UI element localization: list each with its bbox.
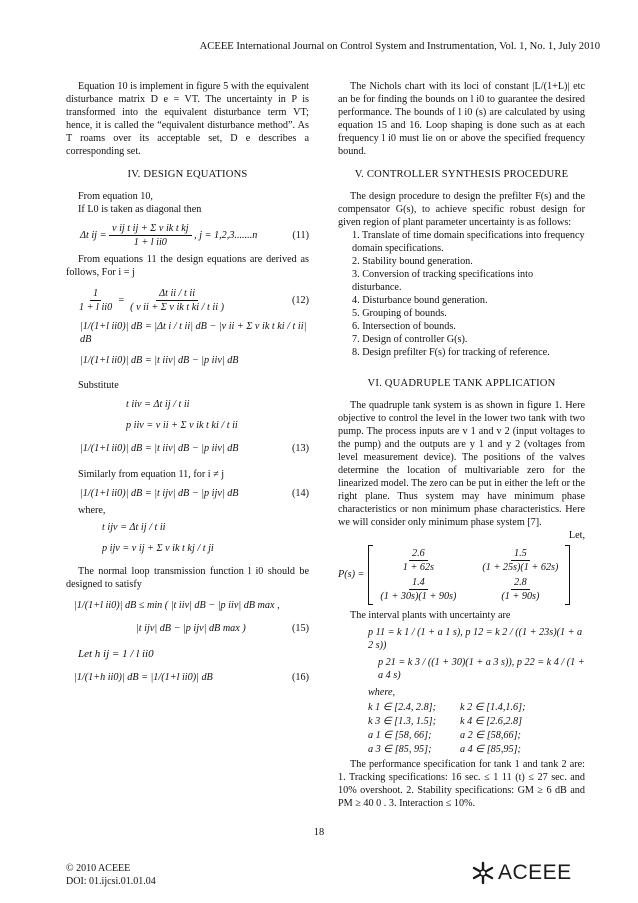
matrix-a22-num: 2.8 [511, 576, 530, 590]
where-t: t ijv = Δt ij / t ii [102, 521, 166, 533]
where-p: p ijv = v ij + Σ v ik t kj / t ji [102, 542, 214, 554]
if-l0-text: If L0 is taken as diagonal then [78, 203, 202, 215]
eq11-condition: , j = 1,2,3.......n [194, 229, 258, 241]
procedure-step: 7. Design of controller G(s). [352, 334, 468, 346]
equation-11 [80, 222, 309, 249]
p22: p 22 = k 4 / (1 + a 4 s) [378, 656, 585, 681]
where-right: where, [368, 686, 396, 698]
p21: p 21 = k 3 / ((1 + 30)(1 + a 3 s)) [378, 656, 512, 668]
procedure-step: 1. Translate of time domain specifications into frequency domain specifications. [352, 229, 585, 255]
matrix-a11-num: 2.6 [409, 547, 428, 561]
substitute-p: p iiv = v ii + Σ v ik t ki / t ii [126, 420, 238, 432]
quadruple-tank-paragraph: The quadruple tank system is as shown in figure 1. Here objective to control the level in the lower two tank with two pump. The process inputs are v 1 and v 2 (input voltages to the pump) and the outputs are y 1 and y 2 (voltages from level measurement device). The positions of the valves determine the location of multivariable zero for the linearized model. The zero can be put in either the left or the right plane. Thus system may have minimum phase characteristics or non minimum phase characteristics. Here we will consider only minimum phase system [7]. [338, 399, 585, 529]
equation-15 [136, 622, 309, 635]
page-number: 18 [313, 827, 325, 838]
equation-16 [74, 671, 309, 684]
matrix-a12-den: (1 + 25s)(1 + 62s) [482, 561, 559, 573]
normal-loop-text: The normal loop transmission function l i0 should be designed to satisfy [66, 565, 309, 590]
section-vi-title: VI. QUADRUPLE TANK APPLICATION [367, 378, 556, 390]
let-text: Let, [568, 530, 585, 542]
section-v-title: V. CONTROLLER SYNTHESIS PROCEDURE [354, 169, 569, 181]
eq12-number: (12) [292, 295, 309, 307]
running-header: ACEEE International Journal on Control System and Instrumentation, Vol. 1, No. 1, July 2010 [199, 41, 600, 52]
eq11-number: (11) [292, 229, 309, 241]
footer-block [66, 862, 156, 888]
matrix-a22-den: (1 + 90s) [501, 590, 540, 602]
where-text: where, [78, 504, 106, 516]
range-k1: k 1 ∈ [2.4, 2.8]; [368, 701, 437, 713]
interval-text: The interval plants with uncertainty are [350, 609, 511, 621]
range-a3: a 3 ∈ [85, 95]; [368, 744, 432, 756]
matrix-a11-den: 1 + 62s [402, 561, 435, 573]
aceee-logo-icon [470, 860, 496, 886]
range-a1: a 1 ∈ [58, 66]; [368, 730, 432, 742]
range-k2: k 2 ∈ [1.4,1.6]; [460, 701, 526, 713]
from-eq10-text: From equation 10, [78, 190, 153, 202]
eq12-line2: |1/(1+l ii0)| dB = |Δt i / t ii| dB − |v ii + Σ v ik t ki / t ii| dB [80, 321, 307, 346]
nichols-paragraph: The Nichols chart with its loci of constant |L/(1+L)| etc an be for finding the bounds on l i0 to guarantee the desired performance. The bounds of l i0 (s) are calculated by using equation 15 and 16. Loop shaping is done such as at each frequency l i0 must lie on or above the specified frequency bound. [338, 81, 585, 158]
ranges-table [368, 701, 585, 756]
range-k4: k 4 ∈ [2.6,2.8] [460, 716, 523, 728]
matrix-a12-num: 1.5 [511, 547, 530, 561]
procedure-steps [338, 229, 585, 359]
ps-lhs: P(s) = [338, 569, 365, 581]
p11: p 11 = k 1 / (1 + a 1 s) [368, 626, 461, 638]
interval-p2: p 21 = k 3 / ((1 + 30)(1 + a 3 s)), p 22 = k 4 / (1 + a 4 s) [378, 656, 585, 681]
substitute-t: t iiv = Δt ij / t ii [126, 399, 190, 411]
section-iv-title: IV. DESIGN EQUATIONS [127, 169, 248, 181]
similarly-text: Similarly from equation 11, for i ≠ j [78, 468, 225, 480]
eq12-line3: |1/(1+l ii0)| dB = |t iiv| dB − |p iiv| dB [80, 355, 239, 367]
logo-text: ACEEE [498, 860, 572, 884]
intro-paragraph: Equation 10 is implement in figure 5 with the equivalent disturbance matrix D e = VT. The uncertainty in P is transformed into the equivalent disturbance term VT; hence, it is called the “equivalent disturbance method”. As T roams over its acceptable set, D e describes a corresponding set. [66, 81, 309, 158]
interval-p1: p 11 = k 1 / (1 + a 1 s), p 12 = k 2 / ((1 + 23s)(1 + a 2 s)) [368, 626, 583, 651]
eq14-line: |1/(1+l ii0)| dB = |t ijv| dB − |p ijv| dB [80, 487, 239, 499]
range-a2: a 2 ∈ [58,66]; [460, 730, 521, 742]
eq14-number: (14) [292, 487, 309, 499]
eq13-number: (13) [292, 443, 309, 455]
eq12-one: 1 [90, 287, 101, 301]
procedure-step: 6. Intersection of bounds. [352, 321, 456, 333]
eq12-den: 1 + l ii0 [79, 302, 113, 314]
design-equations-text: From equations 11 the design equations are derived as follows, For i = j [66, 254, 309, 279]
procedure-step: 4. Disturbance bound generation. [352, 295, 488, 307]
eq12-rhs-den: ( v ii + Σ v ik t ki / t ii ) [130, 302, 225, 314]
eq15-line2: |t ijv| dB − |p ijv| dB max ) [136, 622, 246, 634]
left-column [66, 80, 309, 684]
eq16-line: |1/(1+h ii0)| dB = |1/(1+l ii0)| dB [74, 672, 213, 684]
eq11-denominator: 1 + l ii0 [133, 236, 167, 248]
substitute-text: Substitute [78, 380, 119, 392]
performance-paragraph: The performance specification for tank 1 and tank 2 are: 1. Tracking specifications: 16 sec. ≤ 1 11 (t) ≤ 27 sec. and 10% overshoot. 2. Stability specifications: GM ≥ 6 dB and PM ≥ 40 0 . 3. Interaction ≤ 10%. [338, 759, 585, 810]
matrix-a21-den: (1 + 30s)(1 + 90s) [380, 590, 457, 602]
range-a4: a 4 ∈ [85,95]; [460, 744, 521, 756]
eq11-lhs: Δt ij = [80, 229, 107, 241]
eq15-number: (15) [292, 622, 309, 634]
procedure-step: 2. Stability bound generation. [352, 256, 473, 268]
eq15-line1: |1/(1+l ii0)| dB ≤ min ( |t iiv| dB − |p iiv| dB max , [74, 599, 280, 611]
eq16-number: (16) [292, 672, 309, 684]
transfer-matrix [338, 545, 585, 605]
doi-text: DOI: 01.ijcsi.01.01.04 [66, 876, 156, 887]
equation-12: $\frac{1}{\text{1 + l ii0}}$ = $\frac{\text{Δt ii / t ii}}{\text{( v ii + Σ v ik t ki / t ii )}}$ (12) [76, 287, 309, 314]
let-h: Let h ij = 1 / l ii0 [78, 647, 154, 660]
range-k3: k 3 ∈ [1.3, 1.5]; [368, 716, 437, 728]
procedure-step: 8. Design prefilter F(s) for tracking of reference. [352, 347, 550, 359]
matrix-a21-num: 1.4 [409, 576, 428, 590]
eq11-numerator: v ij t ij + Σ v ik t kj [109, 222, 192, 236]
equation-14 [80, 487, 309, 500]
copyright-text: © 2010 ACEEE [66, 863, 131, 874]
eq13-line: |1/(1+l ii0)| dB = |t iiv| dB − |p iiv| dB [80, 443, 239, 455]
p12: p 12 = k 2 / ((1 + 23s)(1 + a 2 s)) [368, 626, 583, 651]
procedure-step: 3. Conversion of tracking specifications into disturbance. [352, 269, 534, 294]
aceee-logo [470, 856, 588, 890]
procedure-step: 5. Grouping of bounds. [352, 308, 447, 320]
right-column [338, 80, 585, 810]
procedure-intro: The design procedure to design the prefilter F(s) and the compensator G(s), to achieve specific robust design for given region of plant parameter uncertainty is as follows: [338, 190, 585, 228]
eq12-rhs-num: Δt ii / t ii [156, 287, 198, 301]
equation-13 [80, 442, 309, 455]
